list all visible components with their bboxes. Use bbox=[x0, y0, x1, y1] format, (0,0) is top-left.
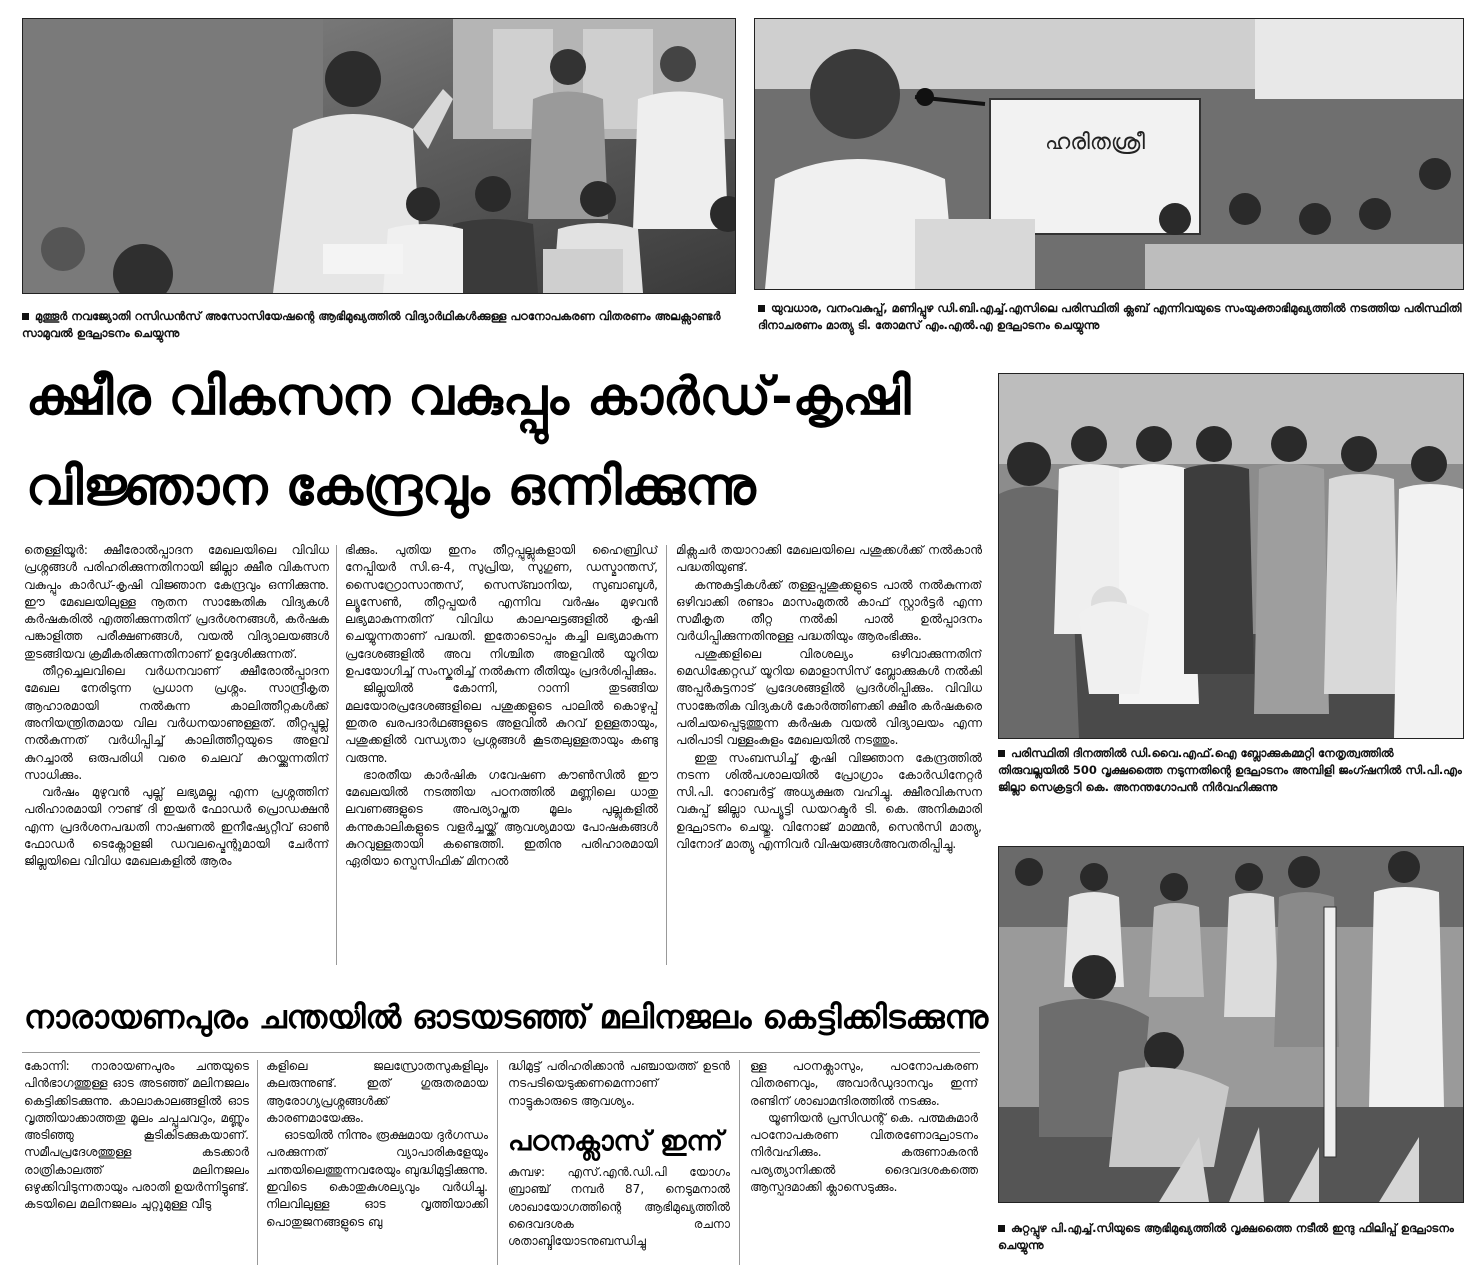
article2-col2 bbox=[266, 1058, 488, 1268]
caption-middle-right-text: പരിസ്ഥിതി ദിനത്തില്‍ ഡി.വൈ.എഫ്.ഐ ബ്ലോക്കുകമ്മറ്റി നേതൃത്വത്തില്‍ തിരുവല്ലയില്‍ 500 വൃക്ഷത്തൈ നടുന്നതിന്റെ ഉദ്ഘാടനം അമ്പിളി ജംഗ്ഷനില്‍ സി.പി.എം ജില്ലാ സെക്രട്ടറി കെ. അനന്തഗോപന്‍ നിര്‍വഹിക്കുന്നു bbox=[998, 746, 1462, 794]
article1-paragraph: തെള്ളിയൂര്‍: ക്ഷീരോല്‍പ്പാദന മേഖലയിലെ വിവിധ പ്രശ്നങ്ങള്‍ പരിഹരിക്കുന്നതിനായി ജില്ലാ ക്ഷീര വികസന വകുപ്പും കാര്‍ഡ്-കൃഷി വിജ്ഞാന കേന്ദ്രവും ഒന്നിക്കുന്നു. ഈ മേഖലയിലുള്ള നൂതന സാങ്കേതിക വിദ്യകള്‍ കര്‍ഷകരില്‍ എത്തിക്കുന്നതിന് പ്രദര്‍ശനങ്ങള്‍, കര്‍ഷക പങ്കാളിത്ത പരീക്ഷണങ്ങള്‍, വയല്‍ വിദ്യാലയങ്ങള്‍ തുടങ്ങിയവ ക്രമീകരിക്കുന്നതിനാണ് ഉദ്ദേശിക്കുന്നത്. bbox=[24, 543, 329, 661]
article3-headline: പഠനക്ലാസ് ഇന്ന് bbox=[508, 1126, 723, 1157]
column-divider bbox=[666, 545, 667, 965]
article1-col2 bbox=[345, 542, 658, 972]
column-divider bbox=[336, 545, 337, 965]
svg-text:ഹരിതശ്രീ: ഹരിതശ്രീ bbox=[1044, 130, 1146, 155]
article1-paragraph: പശുക്കളിലെ വിരശല്യം ഒഴിവാക്കുന്നതിന് മെഡിക്കേറ്റഡ് യൂറിയ മൊളാസിസ് ബ്ലോക്കുകള്‍ നല്‍കി അപ്പര്‍കുട്ടനാട് പ്രദേശങ്ങളില്‍ പ്രദര്‍ശിപ്പിക്കും. വിവിധ സാങ്കേതിക വിദ്യകള്‍ കോര്‍ത്തിണക്കി ക്ഷീര കര്‍ഷകരെ പരിചയപ്പെടുത്തുന്ന കര്‍ഷക വയല്‍ വിദ്യാലയം എന്ന പരിപാടി വള്ളംകുളം മേഖലയില്‍ നടത്തും. bbox=[676, 646, 982, 748]
bullet-square-icon bbox=[998, 1225, 1005, 1232]
article1-headline-line1: ക്ഷീര വികസന വകുപ്പും കാര്‍ഡ്-കൃഷി bbox=[26, 367, 911, 427]
article2-paragraph: ഓടയില്‍ നിന്നും രൂക്ഷമായ ദുര്‍ഗന്ധം പരക്കുന്നത് വ്യാപാരികളേയും ചന്തയിലെത്തുന്നവരേയും ബുദ്ധിമുട്ടിക്കുന്നു. ഇവിടെ കൊതുകുശല്യവും വര്‍ധിച്ചു. നിലവിലുള്ള ഓട വൃത്തിയാക്കി പൊതുജനങ്ങളുടെ ബു bbox=[266, 1128, 488, 1229]
article3-paragraph: കുമ്പഴ: എസ്.എന്‍.ഡി.പി യോഗം ബ്രാഞ്ച് നമ്പര്‍ 87, നെടുമനാല്‍ ശാഖായോഗത്തിന്റെ ആഭിമുഖ്യത്തില്‍ ദൈവദശക രചനാ ശതാബ്ദിയോടനുബന്ധിച്ചു bbox=[508, 1165, 730, 1249]
article1-headline-line2: വിജ്ഞാന കേന്ദ്രവും ഒന്നിക്കുന്നു bbox=[26, 457, 756, 517]
caption-top-left-text: മുത്തൂര്‍ നവജ്യോതി റസിഡന്‍സ് അസോസിയേഷന്റെ ആഭിമുഖ്യത്തില്‍ വിദ്യാര്‍ഥികള്‍ക്കുള്ള പഠനോപകരണ വിതരണം അലക്സാണ്ടര്‍ സാമുവല്‍ ഉദ്ഘാടനം ചെയ്യുന്നു bbox=[22, 309, 721, 340]
article1-col1 bbox=[24, 542, 329, 972]
article1-col3 bbox=[676, 542, 982, 972]
article1-paragraph: തീറ്റച്ചെലവിലെ വര്‍ധനവാണ് ക്ഷീരോല്‍പ്പാദന മേഖല നേരിടുന്ന പ്രധാന പ്രശ്നം. സാന്ദ്രീകൃത ആഹാരമായി നല്‍കുന്ന കാലിത്തീറ്റകള്‍ക്ക് അനിയന്ത്രിതമായ വില വര്‍ധനയാണുള്ളത്. തീറ്റപ്പുല്ല് നല്‍കുന്നത് വര്‍ധിപ്പിച്ച് കാലിത്തീറ്റയുടെ അളവ് കുറച്ചാല്‍ ഒരുപരിധി വരെ ചെലവ് കുറയ്ക്കുന്നതിന് സാധിക്കും. bbox=[24, 664, 329, 782]
article2-col3 bbox=[508, 1058, 730, 1118]
caption-top-right-text: യുവധാര, വനംവകുപ്പ്, മണിപ്പുഴ ഡി.ബി.എച്ച്.എസിലെ പരിസ്ഥിതി ക്ലബ് എന്നിവയുടെ സംയുക്താഭിമുഖ്യത്തില്‍ നടത്തിയ പരിസ്ഥിതി ദിനാചരണം മാത്യു ടി. തോമസ് എം.എല്‍.എ ഉദ്ഘാടനം ചെയ്യുന്നു bbox=[758, 301, 1462, 332]
article2-headline: നാരായണപുരം ചന്തയില്‍ ഓടയടഞ്ഞ് മലിനജലം കെട്ടിക്കിടക്കുന്നു bbox=[24, 998, 989, 1036]
article1-paragraph: ഭിക്കും. പുതിയ ഇനം തീറ്റപ്പുല്ലുകളായി ഹൈബ്രിഡ് നേപ്പിയര്‍ സി.ഒ-4, സുപ്രിയ, സുഗുണ, ഡസ്മാന്തസ്, സൈറ്റ്രോസാന്തസ്, സെസ്ബാനിയ, സുബാബുള്‍, ല്യൂസേണ്‍, തീറ്റപ്പയര്‍ എന്നിവ വര്‍ഷം മുഴവന്‍ ലഭ്യമാകുന്നതിന് വിവിധ കാലഘട്ടങ്ങളില്‍ കൃഷി ചെയ്യുന്നതാണ് പദ്ധതി. ഇതോടൊപ്പം കച്ചി ലഭ്യമാകുന്ന പ്രദേശങ്ങളില്‍ അവ നിശ്ചിത അളവില്‍ യൂറിയ ഉപയോഗിച്ച് സംസ്കരിച്ച് നല്‍കുന്ന രീതിയും പ്രദര്‍ശിപ്പിക്കും. bbox=[345, 543, 658, 679]
photo-bottom-right bbox=[998, 846, 1464, 1203]
article3-paragraph: ള്ള പഠനക്ലാസും, പഠനോപകരണ വിതരണവും, അവാര്‍ഡുദാനവും ഇന്ന് രണ്ടിന് ശാഖാമന്ദിരത്തില്‍ നടക്കും. bbox=[750, 1059, 978, 1108]
article3-col1 bbox=[508, 1164, 730, 1269]
article1-paragraph: വര്‍ഷം മുഴുവന്‍ പുല്ല് ലഭ്യമല്ല എന്ന പ്രശ്നത്തിന് പരിഹാരമായി റൗണ്ട് ദി ഇയര്‍ ഫോഡര്‍ പ്രൊഡക്ഷന്‍ എന്ന പ്രദര്‍ശനപദ്ധതി നാഷണല്‍ ഇനീഷ്യേറ്റീവ് ഓണ്‍ ഫോഡര്‍ ടെക്നോളജി ഡവലപ്മെന്റുമായി ചേര്‍ന്ന് ജില്ലയിലെ വിവിധ മേഖലകളില്‍ ആരം bbox=[24, 785, 329, 869]
photo-top-left bbox=[22, 18, 736, 294]
column-divider bbox=[739, 1060, 740, 1265]
caption-top-right bbox=[758, 300, 1462, 334]
article2-paragraph: കോന്നി: നാരായണപുരം ചന്തയുടെ പിന്‍ഭാഗത്തുള്ള ഓട അടഞ്ഞ് മലിനജലം കെട്ടിക്കിടക്കുന്നു. കാലാകാലങ്ങളില്‍ ഓട വൃത്തിയാക്കാത്തതു മൂലം ചപ്പുചവറും, മണ്ണും അടിഞ്ഞു കൂടികിടക്കുകയാണ്. സമീപപ്രദേശത്തുള്ള കടക്കാര്‍ രാത്രികാലത്ത് മലിനജലം ഒഴുക്കിവിടുന്നതായും പരാതി ഉയര്‍ന്നിട്ടുണ്ട്. കടയിലെ മലിനജലം ചുറ്റുമുള്ള വീടു bbox=[24, 1059, 249, 1212]
caption-top-left bbox=[22, 308, 734, 342]
column-divider bbox=[257, 1060, 258, 1265]
article2-col1 bbox=[24, 1058, 249, 1268]
article1-paragraph: ജില്ലയില്‍ കോന്നി, റാന്നി തുടങ്ങിയ മലയോരപ്രദേശങ്ങളിലെ പശുക്കളുടെ പാലില്‍ കൊഴുപ്പ് ഇതര ഖരപദാര്‍ഥങ്ങളുടെ അളവില്‍ കുറവ് ഉള്ളതായും, പശുക്കളില്‍ വന്ധ്യതാ പ്രശ്നങ്ങള്‍ കൂടതലുള്ളതായും കണ്ടു വരുന്നു. bbox=[345, 681, 658, 765]
photo-middle-right bbox=[998, 373, 1464, 739]
article1-paragraph: മിക്സചര്‍ തയാറാക്കി മേഖലയിലെ പശുക്കള്‍ക്ക് നല്‍കാന്‍ പദ്ധതിയുണ്ട്. bbox=[676, 543, 982, 575]
caption-bottom-right-text: കുറ്റപ്പുഴ പി.എച്ച്.സിയുടെ ആഭിമുഖ്യത്തില്‍ വൃക്ഷത്തൈ നടീല്‍ ഇന്ദു ഫിലിപ്പ് ഉദ്ഘാടനം ചെയ്യുന്നു bbox=[998, 1221, 1454, 1252]
article2-paragraph: കളിലെ ജലസ്രോതസുകളിലും കലരുന്നുണ്ട്. ഇത് ഗുരുതരമായ ആരോഗ്യപ്രശ്നങ്ങള്‍ക്ക് കാരണമായേക്കും. bbox=[266, 1059, 488, 1125]
article1-paragraph: ഭാരതീയ കാര്‍ഷിക ഗവേഷണ കൗണ്‍സില്‍ ഈ മേഖലയില്‍ നടത്തിയ പഠനത്തില്‍ മണ്ണിലെ ധാതു ലവണങ്ങളുടെ അപര്യാപ്തത മൂലം പുല്ലുകളില്‍ കന്നുകാലികളുടെ വളര്‍ച്ചയ്ക്ക് ആവശ്യമായ പോഷകങ്ങള്‍ കുറവുള്ളതായി കണ്ടെത്തി. ഇതിനു പരിഹാരമായി ഏരിയാ സ്പെസിഫിക് മിനറല്‍ bbox=[345, 767, 658, 869]
section-divider bbox=[22, 1052, 980, 1053]
article1-paragraph: ഇതു സംബന്ധിച്ച് കൃഷി വിജ്ഞാന കേന്ദ്രത്തില്‍ നടന്ന ശില്‍പശാലയില്‍ പ്രോഗ്രാം കോര്‍ഡിനേറ്റര്‍ സി.പി. റോബര്‍ട്ട് അധ്യക്ഷത വഹിച്ചു. ക്ഷീരവികസന വകുപ്പ് ജില്ലാ ഡപ്യൂട്ടി ഡയറക്ടര്‍ ടി. കെ. അനികുമാരി ഉദ്ഘാടനം ചെയ്തു. വിനോജ് മാമ്മന്‍, സെന്‍സി മാത്യു, വിനോദ് മാത്യു എന്നിവര്‍ വിഷയങ്ങള്‍അവതരിപ്പിച്ചു. bbox=[676, 750, 982, 852]
caption-middle-right bbox=[998, 745, 1464, 796]
caption-bottom-right bbox=[998, 1220, 1464, 1254]
bullet-square-icon bbox=[758, 305, 765, 312]
article1-paragraph: കന്നുകുട്ടികള്‍ക്ക് തള്ളപ്പശുക്കളുടെ പാല്‍ നല്‍കുന്നത് ഒഴിവാക്കി രണ്ടാം മാസംമുതല്‍ കാഫ് സ്റ്റാര്‍ട്ടര്‍ എന്ന സമീകൃത തീറ്റ നല്‍കി പാല്‍ ഉല്‍പ്പാദനം വര്‍ധിപ്പിക്കുന്നതിനുള്ള പദ്ധതിയും ആരംഭിക്കും. bbox=[676, 577, 982, 644]
article2-paragraph: ദ്ധിമുട്ട് പരിഹരിക്കാന്‍ പഞ്ചായത്ത് ഉടന്‍ നടപടിയെടുക്കണമെന്നാണ് നാട്ടുകാരുടെ ആവശ്യം. bbox=[508, 1059, 730, 1108]
column-divider bbox=[497, 1060, 498, 1265]
bullet-square-icon bbox=[22, 313, 29, 320]
bullet-square-icon bbox=[998, 750, 1005, 757]
article3-col2 bbox=[750, 1058, 978, 1268]
photo-top-right bbox=[754, 18, 1464, 290]
article3-paragraph: യൂണിയന്‍ പ്രസിഡന്റ് കെ. പത്മകുമാര്‍ പഠനോപകരണ വിതരണോദ്ഘാടനം നിര്‍വഹിക്കും. കരുണാകരന്‍ പര്യത്യാനിക്കല്‍ ദൈവദശകത്തെ ആസ്പദമാക്കി ക്ലാസെടുക്കും. bbox=[750, 1110, 978, 1195]
